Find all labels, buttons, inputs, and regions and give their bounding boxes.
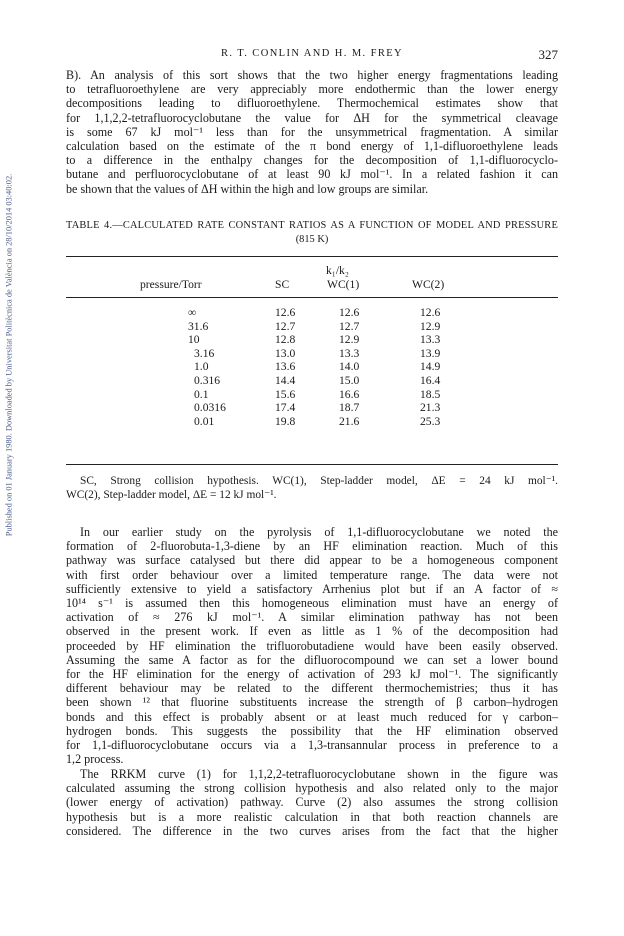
table-cell: 13.0: [275, 346, 296, 360]
text-line: for 1,1,2,2-tetrafluorocyclobutane the value for ΔH for the symmetrical cleavage: [66, 110, 558, 125]
table-cell: 15.6: [275, 387, 296, 401]
table-cell: 16.4: [420, 373, 441, 387]
text-line: formation of 2-fluorobuta-1,3-diene by an HF elimination reaction. Much of this: [66, 539, 558, 554]
table-cell: 13.3: [420, 333, 441, 347]
text-line: for 1,1-difluorocyclobutane occurs via a 1,3-transannular process in preference to a: [66, 738, 558, 753]
table-cell: 13.9: [420, 346, 441, 360]
table-cell: ∞: [188, 306, 197, 319]
column-header-sc: SC: [275, 278, 290, 291]
wc1-column: [339, 306, 359, 428]
table-footnote-line: SC, Strong collision hypothesis. WC(1), Step-ladder model, ΔE = 24 kJ mol⁻¹.: [80, 475, 558, 487]
table-cell: 31.6: [188, 319, 209, 333]
table-cell: 12.7: [275, 319, 296, 333]
text-line: In our earlier study on the pyrolysis of 1,1-difluorocyclobutane we noted the: [80, 525, 558, 539]
text-line: calculation based on the estimate of the π bond energy of 1,1-difluoroethylene leads: [66, 139, 558, 154]
table-cell: 12.9: [339, 333, 360, 347]
text-line: activation of ≈ 276 kJ mol⁻¹. A similar elimination pathway has not been: [66, 610, 558, 625]
paragraph-3: [66, 767, 558, 838]
table-caption-title: TABLE 4.—CALCULATED RATE CONSTANT RATIOS AS A FUNCTION OF MODEL AND PRESSURE: [66, 220, 558, 231]
table-cell: 18.7: [339, 401, 360, 415]
text-line: be shown that the values of ΔH within the high and low groups are similar.: [66, 181, 429, 196]
wc2-column: [420, 306, 440, 428]
table-cell: 25.3: [420, 414, 441, 428]
table-caption: [66, 219, 558, 247]
table-cell: 14.9: [420, 360, 441, 374]
table-header-rule: [66, 297, 558, 298]
table-footnote-line: WC(2), Step-ladder model, ΔE = 12 kJ mol⁻¹.: [66, 489, 277, 501]
table-cell: 10: [188, 333, 200, 347]
text-line: (lower energy of activation) pathway. Curve (2) also assumes the strong collision: [66, 795, 558, 810]
table-cell: 12.6: [275, 306, 296, 319]
page-number: 327: [538, 47, 558, 62]
text-line: hypothesis but is a more realistic calculation in that both reaction channels are: [66, 809, 558, 824]
text-line: bonds and this effect is probably absent or at least much reduced for γ carbon–: [66, 709, 558, 724]
table-top-rule: [66, 256, 558, 257]
text-line: Assuming the same A factor as for the difluorocompound we can set a lower bound: [66, 652, 558, 667]
text-line: to a difference in the enthalpy changes for the decomposition of 1,1-difluorocyclo-: [66, 153, 558, 168]
text-line: sufficiently extensive to yield a satisfactory Arrhenius plot but if an A factor of ≈: [66, 581, 558, 596]
paragraph-1: [66, 68, 558, 196]
text-line: 1,2 process.: [66, 752, 124, 767]
table-cell: 21.3: [420, 401, 441, 415]
table-bottom-rule: [66, 464, 558, 465]
text-line: hydrogen bonds. This suggests the possibility that the HF elimination observed: [66, 723, 558, 738]
page-header: [66, 47, 558, 63]
table-cell: 0.316: [194, 373, 221, 387]
table-cell: 13.6: [275, 360, 296, 374]
text-line: butane and perfluorocyclobutane of at least 90 kJ mol⁻¹. In a related fashion it can: [66, 167, 558, 182]
table-cell: 16.6: [339, 387, 360, 401]
table-cell: 14.0: [339, 360, 360, 374]
table-cell: 12.6: [420, 306, 441, 319]
table-cell: 3.16: [194, 346, 215, 360]
text-line: considered. The difference in the two curves arises from the fact that the higher: [66, 823, 558, 838]
column-header-pressure: pressure/Torr: [140, 278, 202, 291]
text-line: pathway was surface catalysed but there did appear to be a homogeneous component: [66, 553, 558, 568]
table-cell: 19.8: [275, 414, 296, 428]
download-watermark-text: Published on 01 January 1980. Downloaded by Universitat Politècnica de València on 28/10/2014 03:40:02.: [4, 173, 14, 537]
running-head: R. T. CONLIN AND H. M. FREY: [220, 48, 404, 59]
table-cell: 15.0: [339, 373, 360, 387]
text-line: different behaviour may be related to the different thermochemistries; thus it has: [66, 681, 558, 696]
column-header-wc1: WC(1): [327, 278, 360, 291]
text-line: proceeded by HF elimination the trifluorobutadiene would have been easily observed.: [66, 638, 558, 653]
text-line: for the HF elimination for the energy of activation of 293 kJ mol⁻¹. The significantly: [66, 667, 558, 682]
pressure-column: [188, 306, 226, 428]
table-cell: 12.6: [339, 306, 360, 319]
paragraph-2: [66, 525, 558, 766]
text-line: 10¹⁴ s⁻¹ is assumed then this homogeneous elimination must have an energy of: [66, 596, 558, 611]
table-cell: 1.0: [194, 360, 209, 374]
table-cell: 13.3: [339, 346, 360, 360]
table-footnote: [66, 474, 558, 502]
ratio-spanner: k₁/k₂: [326, 264, 349, 277]
text-line: B). An analysis of this sort shows that the two higher energy fragmentations leading: [66, 68, 558, 82]
text-line: to tetrafluoroethylene are very appreciably more endothermic than the lower energy: [66, 82, 558, 97]
text-line: is some 67 kJ mol⁻¹ less than for the unsymmetrical fragmentation. A similar: [66, 124, 558, 139]
column-header-wc2: WC(2): [412, 278, 445, 291]
table-cell: 0.0316: [194, 401, 226, 415]
table-cell: 12.7: [339, 319, 360, 333]
text-line: observed in the present work. If even as little as 1 % of the decomposition had: [66, 624, 558, 639]
table-cell: 21.6: [339, 414, 360, 428]
text-line: with first order behaviour over a limited temperature range. The data were not: [66, 567, 558, 582]
download-watermark: [2, 95, 16, 615]
table-cell: 18.5: [420, 387, 441, 401]
table-cell: 12.8: [275, 333, 296, 347]
table-cell: 17.4: [275, 401, 296, 415]
sc-column: [275, 306, 295, 428]
text-line: calculated assuming the strong collision hypothesis and also related only to the major: [66, 781, 558, 796]
text-line: decompositions leading to difluoroethylene. Thermochemical estimates show that: [66, 96, 558, 111]
table-cell: 12.9: [420, 319, 441, 333]
table-cell: 0.01: [194, 414, 215, 428]
table-caption-temperature: (815 K): [295, 234, 329, 245]
table-cell: 14.4: [275, 373, 296, 387]
text-line: been shown ¹² that fluorine substituents increase the strength of β carbon–hydrogen: [66, 695, 558, 710]
table-cell: 0.1: [194, 387, 209, 401]
text-line: The RRKM curve (1) for 1,1,2,2-tetrafluorocyclobutane shown in the figure was: [80, 767, 558, 781]
